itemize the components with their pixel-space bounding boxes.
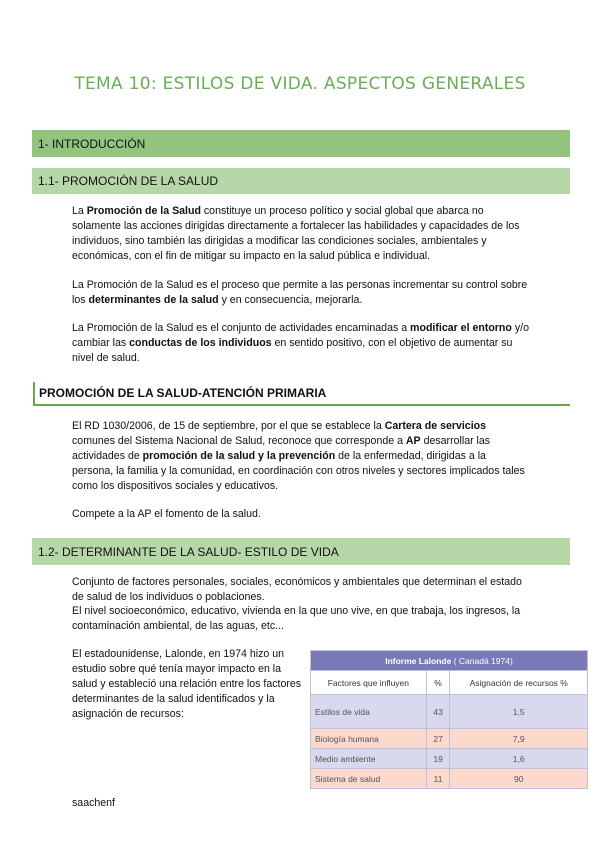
bold-text: conductas de los individuos bbox=[129, 337, 272, 349]
text-run: El RD 1030/2006, de 15 de septiembre, por el que se establece la bbox=[72, 420, 385, 432]
bold-text: determinantes de la salud bbox=[88, 294, 219, 306]
paragraph bbox=[72, 321, 530, 366]
bold-text: Promoción de la Salud bbox=[86, 205, 201, 217]
bold-text: Cartera de servicios bbox=[384, 420, 487, 432]
lalonde-table bbox=[310, 650, 588, 789]
text-run: La Promoción de la Salud es el conjunto de actividades encaminadas a bbox=[72, 322, 411, 334]
table-cell: 90 bbox=[450, 769, 588, 789]
table-row bbox=[311, 749, 588, 769]
table-header: Factores que influyen bbox=[311, 671, 427, 695]
text-run: La bbox=[72, 205, 87, 217]
table-caption bbox=[311, 651, 588, 671]
paragraph bbox=[72, 204, 530, 264]
paragraph bbox=[72, 507, 530, 522]
author-signature: saachenf bbox=[72, 797, 115, 809]
text-run: constituye un proceso político y social global que abarca no solamente las acciones dirigidas directamente a fortalecer las habilidades y capacidades de los individuos, sino también las dirigidas a modificar las condiciones sociales, ambientales y económicas, con el fin de mitigar su impacto en la salud pública e individual. bbox=[72, 205, 520, 262]
text-run: en sentido positivo, con el objetivo de aumentar su nivel de salud. bbox=[72, 337, 513, 364]
document-title: TEMA 10: ESTILOS DE VIDA. ASPECTOS GENERALES bbox=[74, 74, 526, 94]
section-heading-atencion-primaria: PROMOCIÓN DE LA SALUD-ATENCIÓN PRIMARIA bbox=[33, 382, 570, 406]
table-cell: Medio ambiente bbox=[311, 749, 427, 769]
table-header: Asignación de recursos % bbox=[450, 671, 588, 695]
table-caption-sub: ( Canadá 1974) bbox=[453, 655, 513, 666]
text-run: Conjunto de factores personales, sociales, económicos y ambientales que determinan el estado de salud de los individuos o poblaciones. bbox=[72, 576, 522, 603]
text-run: y en consecuencia, mejorarla. bbox=[218, 294, 363, 306]
text-run: comunes del Sistema Nacional de Salud, reconoce que corresponde a bbox=[72, 435, 406, 447]
table-row bbox=[311, 729, 588, 749]
text-run: El estadounidense, Lalonde, en 1974 hizo un estudio sobre qué tenía mayor impacto en la salud y estableció una relación entre los factores determinantes de la salud identificados y la asignación de recursos: bbox=[72, 648, 302, 720]
table-cell: 27 bbox=[426, 729, 450, 749]
table-row bbox=[311, 695, 588, 729]
table-cell: Biología humana bbox=[311, 729, 427, 749]
table-cell: Estilos de vida bbox=[311, 695, 427, 729]
section-heading-introduccion: 1- INTRODUCCIÓN bbox=[32, 130, 570, 157]
table-cell: 1,6 bbox=[450, 749, 588, 769]
paragraph bbox=[72, 278, 530, 308]
table-header: % bbox=[426, 671, 450, 695]
text-run: y/o cambiar las bbox=[72, 322, 529, 349]
text-run: La Promoción de la Salud es el proceso que permite a las personas incrementar su control sobre los bbox=[72, 279, 528, 306]
text-run: El nivel socioeconómico, educativo, vivienda en la que uno vive, en que trabaja, los ingresos, la contaminación ambiental, de las aguas, etc... bbox=[72, 605, 521, 632]
paragraph bbox=[72, 647, 302, 722]
paragraph bbox=[72, 604, 530, 634]
paragraph bbox=[72, 419, 530, 494]
section-heading-promocion-salud: 1.1- PROMOCIÓN DE LA SALUD bbox=[32, 168, 570, 194]
text-run: Compete a la AP el fomento de la salud. bbox=[72, 508, 261, 520]
table-cell: 11 bbox=[426, 769, 450, 789]
table-caption-title: Informe Lalonde bbox=[385, 655, 452, 666]
bold-text: promoción de la salud y la prevención bbox=[142, 450, 336, 462]
table-row bbox=[311, 769, 588, 789]
table-cell: 7,9 bbox=[450, 729, 588, 749]
text-run: de la enfermedad, dirigidas a la persona, la familia y la comunidad, en coordinación con otros niveles y sectores implicados tales como los dispositivos sociales y educativos. bbox=[72, 450, 525, 492]
section-heading-determinante-salud: 1.2- DETERMINANTE DE LA SALUD- ESTILO DE VIDA bbox=[32, 538, 570, 565]
bold-text: modificar el entorno bbox=[410, 322, 512, 334]
table-cell: 43 bbox=[426, 695, 450, 729]
table-cell: 1,5 bbox=[450, 695, 588, 729]
table-cell: 19 bbox=[426, 749, 450, 769]
table-cell: Sistema de salud bbox=[311, 769, 427, 789]
bold-text: AP bbox=[405, 435, 421, 447]
paragraph bbox=[72, 575, 530, 605]
text-run: desarrollar las actividades de bbox=[72, 435, 491, 462]
